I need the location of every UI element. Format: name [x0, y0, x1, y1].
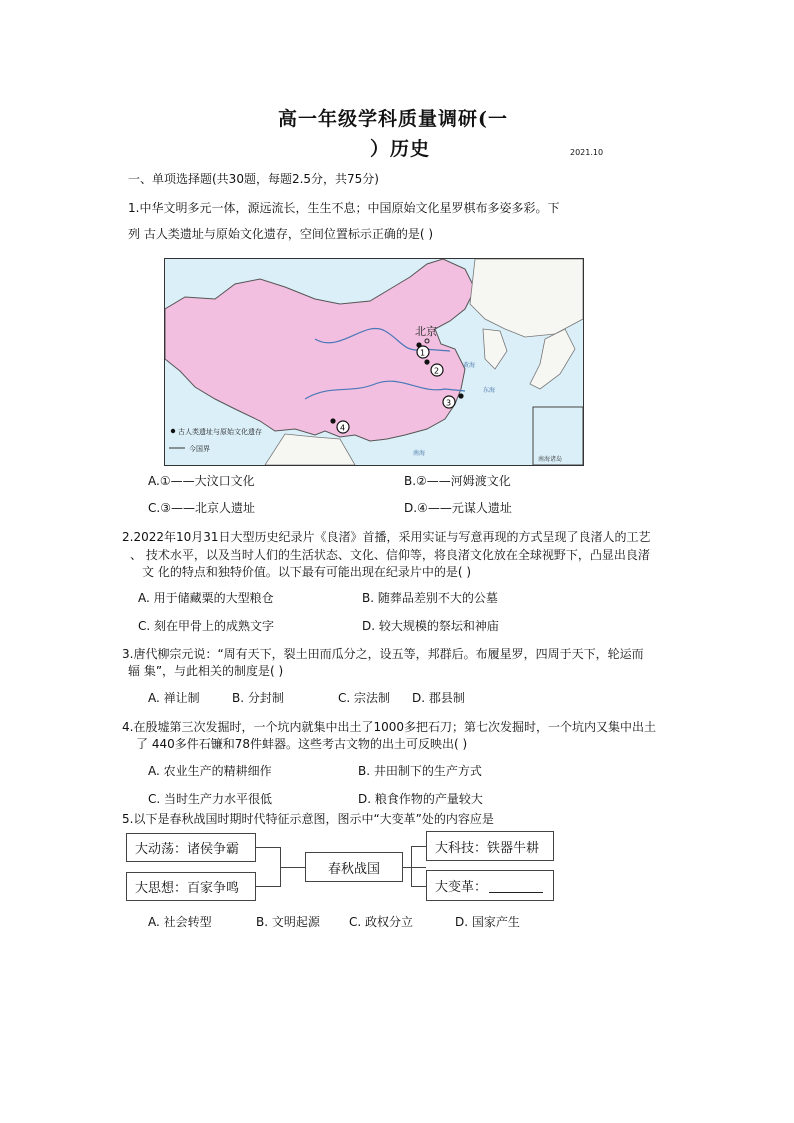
beijing-label: 北京	[415, 325, 437, 338]
site-dot-3	[458, 393, 463, 398]
q5-stem-line1: 5.以下是春秋战国时期时代特征示意图，图示中“大变革”处的内容应是	[122, 812, 494, 826]
china-map-graphic	[165, 259, 583, 465]
neighbor-land-japan	[530, 329, 575, 389]
sea-label-south: 南海	[413, 450, 426, 457]
site-marker-2-label: 2	[434, 366, 440, 376]
connector-line	[411, 846, 412, 886]
legend-border: 今国界	[189, 445, 210, 453]
site-marker-1-label: 1	[420, 348, 426, 358]
diagram-box-turmoil-text: 大动荡：诸侯争霸	[135, 842, 240, 857]
q3-option-b[interactable]: B. 分封制	[232, 691, 284, 705]
q1-option-b[interactable]: B.②——河姆渡文化	[404, 474, 511, 488]
q3-option-d[interactable]: D. 郡县制	[412, 691, 465, 705]
q5-option-d[interactable]: D. 国家产生	[455, 915, 520, 929]
diagram-box-change-text: 大变革：	[435, 880, 488, 895]
q1-stem-line1: 1.中华文明多元一体，源远流长，生生不息；中国原始文化星罗棋布多姿多彩。下	[128, 201, 560, 215]
site-marker-4-label: 4	[340, 423, 346, 433]
q2-option-a[interactable]: A. 用于储藏粟的大型粮仓	[138, 591, 274, 605]
neighbor-land-korea	[483, 329, 507, 369]
page-title-line2: ）历史	[370, 138, 431, 160]
connector-line	[403, 867, 426, 868]
q2-stem-line1: 2.2022年10月31日大型历史纪录片《良渚》首播，采用实证与写意再现的方式呈现了良渚人的工艺	[122, 530, 651, 544]
neighbor-land-south	[265, 434, 355, 465]
diagram-box-tech	[426, 831, 554, 861]
exam-date: 2021.10	[570, 148, 604, 157]
connector-line	[256, 886, 280, 887]
q2-option-d[interactable]: D. 较大规模的祭坛和神庙	[362, 619, 499, 633]
q4-option-a[interactable]: A. 农业生产的精耕细作	[148, 764, 272, 778]
section-heading: 一、单项选择题(共30题，每题2.5分，共75分)	[128, 172, 379, 186]
legend-dot	[171, 429, 175, 433]
q3-stem-line1: 3.唐代柳宗元说：“周有天下，裂土田而瓜分之，设五等，邦群后。布履星罗，四周于天下，轮运而	[122, 647, 644, 661]
q1-stem-line2: 列 古人类遗址与原始文化遗存，空间位置标示正确的是( )	[128, 227, 433, 241]
site-marker-3-label: 3	[446, 398, 452, 408]
diagram-box-tech-text: 大科技：铁器牛耕	[435, 840, 540, 856]
q4-stem-line1: 4.在殷墟第三次发掘时，一个坑内就集中出土了1000多把石刀；第七次发掘时，一个坑内又集中出土	[122, 720, 656, 734]
q5-option-a[interactable]: A. 社会转型	[148, 915, 212, 929]
q4-option-b[interactable]: B. 井田制下的生产方式	[358, 764, 482, 778]
answer-blank[interactable]	[489, 878, 543, 893]
diagram-box-thought-text: 大思想：百家争鸣	[135, 881, 240, 896]
q1-option-d[interactable]: D.④——元谋人遗址	[404, 501, 512, 515]
site-dot-2	[424, 359, 429, 364]
q3-option-a[interactable]: A. 禅让制	[148, 691, 200, 705]
q2-option-c[interactable]: C. 刻在甲骨上的成熟文字	[138, 619, 275, 633]
q4-stem-line2: 了 440多件石镰和78件蚌器。这些考古文物的出土可反映出( )	[136, 737, 468, 751]
sea-label-east: 东海	[483, 387, 496, 394]
diagram-box-turmoil	[126, 833, 256, 862]
site-dot-4	[330, 418, 335, 423]
q2-stem-line3: 文 化的特点和独特价值。以下最有可能出现在纪录片中的是( )	[142, 565, 471, 579]
q3-stem-line2: 辐 集”，与此相关的制度是( )	[128, 664, 284, 678]
diagram-box-center	[305, 852, 403, 882]
connector-line	[411, 886, 426, 887]
connector-line	[280, 867, 305, 868]
diagram-box-center-text: 春秋战国	[327, 861, 380, 877]
q2-option-b[interactable]: B. 随葬品差别不大的公墓	[362, 591, 498, 605]
legend-sites: 古人类遗址与原始文化遗存	[178, 428, 262, 436]
diagram-box-thought	[126, 872, 256, 901]
q1-option-a[interactable]: A.①——大汶口文化	[148, 474, 255, 488]
q5-option-b[interactable]: B. 文明起源	[256, 915, 320, 929]
q4-option-c[interactable]: C. 当时生产力水平很低	[148, 792, 273, 806]
q4-option-d[interactable]: D. 粮食作物的产量较大	[358, 792, 483, 806]
sea-label-yellow: 黄海	[463, 362, 476, 369]
q5-option-c[interactable]: C. 政权分立	[349, 915, 414, 929]
connector-line	[256, 847, 280, 848]
connector-line	[411, 846, 426, 847]
diagram-box-change	[426, 870, 554, 901]
q1-option-c[interactable]: C.③——北京人遗址	[148, 501, 255, 515]
south-sea-inset-label: 南海诸岛	[538, 456, 563, 463]
china-map	[164, 258, 584, 466]
page-title-line1: 高一年级学科质量调研(一	[278, 108, 508, 130]
neighbor-land-ne	[470, 259, 583, 337]
q3-option-c[interactable]: C. 宗法制	[338, 691, 391, 705]
q2-stem-line2: 、 技术水平，以及当时人们的生活状态、文化、信仰等，将良渚文化放在全球视野下，凸显出良渚	[130, 548, 650, 562]
